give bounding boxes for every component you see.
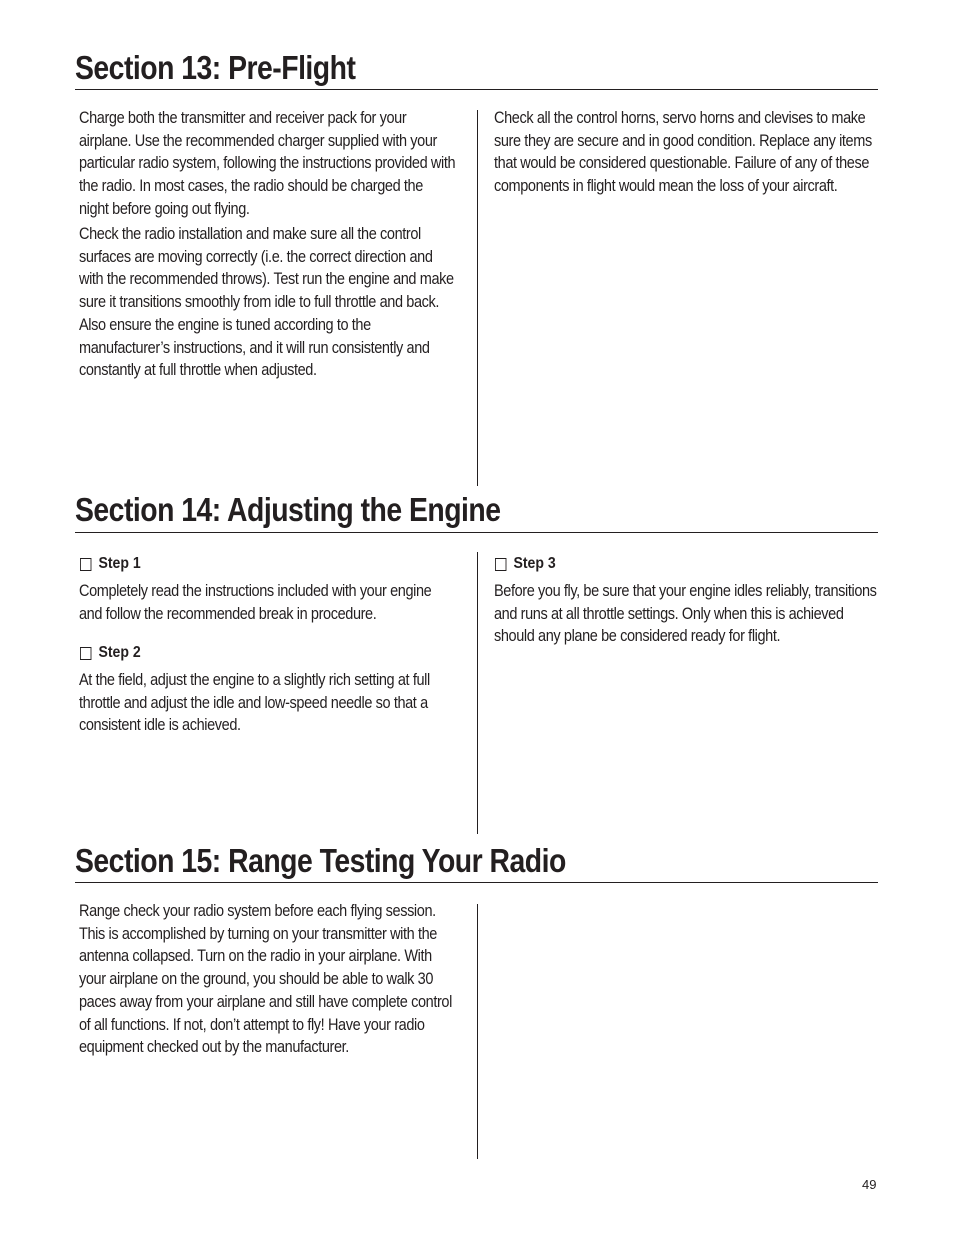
section-15-rule [75, 882, 878, 883]
step-3-text: Before you fly, be sure that your engine idles reliably, transitions and runs at all throttle settings. Only when this is achieved should any plane be considered ready for flight. [494, 582, 877, 646]
step-1-text: Completely read the instructions included with your engine and follow the recommended break in procedure. [79, 582, 432, 623]
step-2-checkbox-icon[interactable] [80, 647, 91, 660]
section-13-column-divider [477, 110, 478, 486]
section-13-paragraph-radio-check: Check the radio installation and make sure all the control surfaces are moving correctly (i.e. the correct direction and with the recommended throws). Test run the engine and make sure it transitions smoothly from idle to full throttle and back. Also ensure the engine is tuned according to the manufacturer’s instructions, and it will run consistently and constantly at full throttle when adjusted. [79, 225, 454, 380]
section-13-rule [75, 89, 878, 90]
section-13-paragraph-charge: Charge both the transmitter and receiver pack for your airplane. Use the recommended charger supplied with your particular radio system, following the instructions provided with the radio. In most cases, the radio should be charged the night before going out flying. [79, 109, 456, 218]
step-1-label: Step 1 [98, 555, 141, 572]
page-number: 49 [862, 1177, 877, 1192]
section-14-rule [75, 532, 878, 533]
step-3-checkbox-icon[interactable] [495, 558, 506, 571]
step-1-heading [80, 554, 141, 574]
step-2-label: Step 2 [98, 644, 141, 661]
step-3-label: Step 3 [513, 555, 556, 572]
step-3-heading [495, 554, 556, 574]
section-13-title: Section 13: Pre-Flight [75, 49, 356, 86]
step-2-heading [80, 643, 141, 663]
section-14-column-divider [477, 552, 478, 834]
section-14-title: Section 14: Adjusting the Engine [75, 491, 501, 528]
step-2-text: At the field, adjust the engine to a slightly rich setting at full throttle and adjust the idle and low-speed needle so that a consistent idle is achieved. [79, 671, 430, 735]
section-15-paragraph-range-check: Range check your radio system before each flying session. This is accomplished by turning on your transmitter with the antenna collapsed. Turn on the radio in your airplane. With your airplane on the ground, you should be able to walk 30 paces away from your airplane and still have complete control of all functions. If not, don’t attempt to fly! Have your radio equipment checked out by the manufacturer. [79, 902, 452, 1057]
section-13-paragraph-control-horns: Check all the control horns, servo horns and clevises to make sure they are secure and in good condition. Replace any items that would be considered questionable. Failure of any of these components in flight would mean the loss of your aircraft. [494, 109, 872, 196]
section-15-column-divider [477, 904, 478, 1159]
section-15-title: Section 15: Range Testing Your Radio [75, 842, 566, 879]
step-1-checkbox-icon[interactable] [80, 558, 91, 571]
